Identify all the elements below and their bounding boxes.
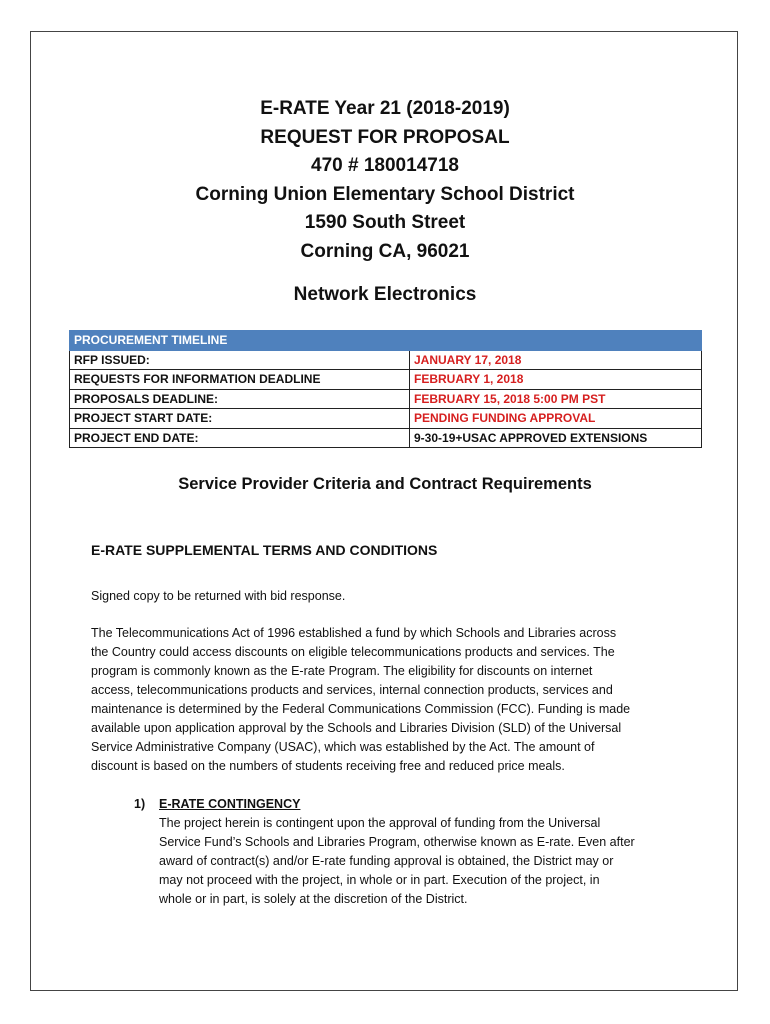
body-line: the Country could access discounts on eligible telecommunications products and services. The (91, 645, 615, 659)
table-row (70, 409, 702, 429)
list-item-number: 1) (134, 797, 146, 811)
timeline-value: FEBRUARY 15, 2018 5:00 PM PST (410, 389, 702, 409)
timeline-header-row (70, 331, 702, 351)
body-line: available upon application approval by the Schools and Libraries Division (SLD) of the Universal (91, 721, 622, 735)
timeline-label: PROPOSALS DEADLINE: (70, 389, 410, 409)
item-line: Service Fund’s Schools and Libraries Program, otherwise known as E-rate. Even after (159, 835, 635, 849)
table-row (70, 350, 702, 370)
terms-heading: E-RATE SUPPLEMENTAL TERMS AND CONDITIONS (91, 542, 438, 558)
timeline-label: REQUESTS FOR INFORMATION DEADLINE (70, 370, 410, 390)
document-subtitle: Network Electronics (293, 284, 477, 305)
title-line-street: 1590 South Street (304, 212, 466, 234)
body-line: Service Administrative Company (USAC), which was established by the Act. The amount of (91, 740, 595, 754)
timeline-label: PROJECT START DATE: (70, 409, 410, 429)
body-line: discount is based on the numbers of students receiving free and reduced price meals. (91, 759, 565, 773)
title-line-city: Corning CA, 96021 (300, 240, 470, 262)
timeline-label: RFP ISSUED: (70, 350, 410, 370)
item-line: award of contract(s) and/or E-rate funding approval is obtained, the District may or (159, 854, 614, 868)
list-item-heading: E-RATE CONTINGENCY (159, 797, 301, 811)
body-line: access, telecommunications products and services, internal connection products, services and (91, 683, 613, 697)
signed-copy-note: Signed copy to be returned with bid response. (91, 589, 346, 603)
timeline-header: PROCUREMENT TIMELINE (70, 331, 702, 351)
title-line-rfp: REQUEST FOR PROPOSAL (260, 126, 510, 148)
title-line-erate-year: E-RATE Year 21 (2018-2019) (260, 98, 510, 119)
table-row (70, 389, 702, 409)
timeline-value: PENDING FUNDING APPROVAL (410, 409, 702, 429)
section-heading: Service Provider Criteria and Contract Requirements (178, 475, 592, 493)
body-line: The Telecommunications Act of 1996 established a fund by which Schools and Libraries across (91, 626, 617, 640)
table-row (70, 370, 702, 390)
procurement-timeline-table (69, 330, 702, 448)
timeline-value: JANUARY 17, 2018 (410, 350, 702, 370)
document-page (30, 31, 738, 991)
body-line: maintenance is determined by the Federal Communications Commission (FCC). Funding is made (91, 702, 631, 716)
timeline-label: PROJECT END DATE: (70, 428, 410, 448)
title-line-district: Corning Union Elementary School District (195, 183, 575, 205)
title-line-form-number: 470 # 180014718 (311, 155, 459, 177)
timeline-value: 9-30-19+USAC APPROVED EXTENSIONS (410, 428, 702, 448)
item-line: The project herein is contingent upon the approval of funding from the Universal (159, 816, 601, 830)
item-line: whole or in part, is solely at the discretion of the District. (159, 892, 468, 906)
item-line: may not proceed with the project, in whole or in part. Execution of the project, in (159, 873, 600, 887)
body-line: program is commonly known as the E-rate Program. The eligibility for discounts on internet (91, 664, 593, 678)
list-item-text (159, 814, 679, 909)
timeline-value: FEBRUARY 1, 2018 (410, 370, 702, 390)
body-paragraph (91, 624, 691, 776)
title-block (31, 95, 739, 267)
table-row (70, 428, 702, 448)
